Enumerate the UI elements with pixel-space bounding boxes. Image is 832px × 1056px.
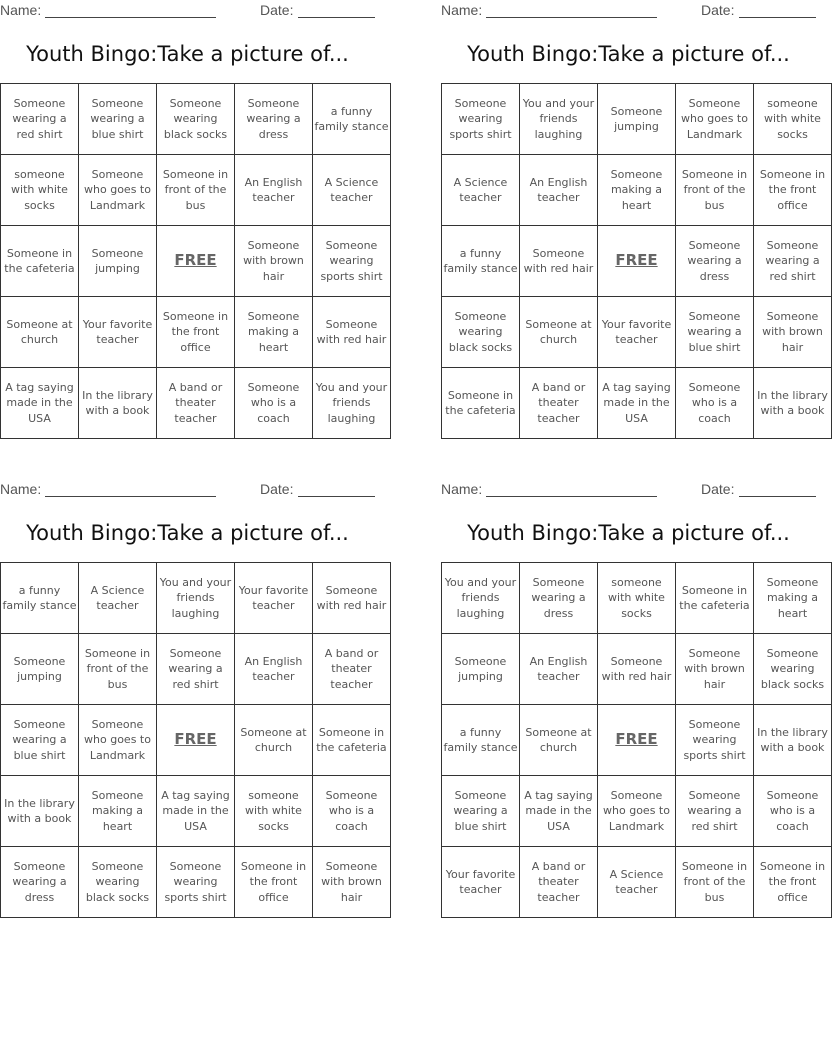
free-space: FREE	[598, 705, 676, 776]
bingo-cell: someone with white socks	[235, 776, 313, 847]
bingo-cell: You and your friends laughing	[442, 563, 520, 634]
bingo-cell: Someone making a heart	[598, 155, 676, 226]
bingo-row	[442, 847, 832, 918]
bingo-cell: Someone with brown hair	[235, 226, 313, 297]
bingo-cell: Someone wearing sports shirt	[442, 84, 520, 155]
bingo-cell: Someone wearing sports shirt	[313, 226, 391, 297]
bingo-cell: In the library with a book	[79, 368, 157, 439]
bingo-cell: Someone who is a coach	[676, 368, 754, 439]
bingo-row	[442, 563, 832, 634]
bingo-cell: Someone in the cafeteria	[442, 368, 520, 439]
bingo-cell: Someone wearing black socks	[754, 634, 832, 705]
bingo-cell: Someone who goes to Landmark	[79, 705, 157, 776]
bingo-cell: An English teacher	[520, 634, 598, 705]
bingo-cell: Someone wearing sports shirt	[157, 847, 235, 918]
bingo-cell: An English teacher	[235, 634, 313, 705]
bingo-cell: An English teacher	[235, 155, 313, 226]
date-blank-line[interactable]	[298, 496, 375, 497]
date-label: Date:	[260, 2, 294, 18]
name-label: Name:	[441, 2, 483, 18]
bingo-cell: Someone wearing a dress	[520, 563, 598, 634]
date-label: Date:	[701, 481, 735, 497]
bingo-cell: Someone wearing a blue shirt	[1, 705, 79, 776]
bingo-cell: a funny family stance	[1, 563, 79, 634]
bingo-cell: You and your friends laughing	[520, 84, 598, 155]
bingo-cell: Someone with red hair	[520, 226, 598, 297]
bingo-cell: Someone in front of the bus	[79, 634, 157, 705]
bingo-cell: Someone with red hair	[313, 297, 391, 368]
bingo-cell: Someone jumping	[79, 226, 157, 297]
bingo-cell: a funny family stance	[442, 705, 520, 776]
bingo-row	[1, 226, 391, 297]
bingo-card	[0, 479, 387, 919]
bingo-cell: Someone wearing black socks	[79, 847, 157, 918]
bingo-row	[1, 84, 391, 155]
date-label: Date:	[701, 2, 735, 18]
bingo-cell: Someone wearing a dress	[676, 226, 754, 297]
bingo-cell: A tag saying made in the USA	[520, 776, 598, 847]
bingo-cell: Someone in front of the bus	[157, 155, 235, 226]
bingo-cell: Someone with red hair	[313, 563, 391, 634]
name-label: Name:	[441, 481, 483, 497]
bingo-cell: Someone wearing a red shirt	[676, 776, 754, 847]
bingo-row	[1, 155, 391, 226]
bingo-cell: Someone jumping	[442, 634, 520, 705]
bingo-row	[1, 705, 391, 776]
bingo-row	[1, 563, 391, 634]
bingo-cell: Someone who goes to Landmark	[676, 84, 754, 155]
free-space: FREE	[157, 705, 235, 776]
bingo-cell: Someone with red hair	[598, 634, 676, 705]
bingo-cell: Someone at church	[520, 705, 598, 776]
date-label: Date:	[260, 481, 294, 497]
bingo-row	[442, 297, 832, 368]
bingo-row	[442, 155, 832, 226]
bingo-cell: In the library with a book	[1, 776, 79, 847]
bingo-cell: Someone wearing a red shirt	[754, 226, 832, 297]
bingo-cell: A tag saying made in the USA	[1, 368, 79, 439]
bingo-cell: Someone with brown hair	[313, 847, 391, 918]
date-blank-line[interactable]	[739, 496, 816, 497]
bingo-grid	[441, 562, 832, 918]
bingo-row	[442, 776, 832, 847]
bingo-card	[0, 0, 389, 440]
card-title: Youth Bingo:Take a picture of...	[467, 521, 790, 545]
bingo-cell: A Science teacher	[442, 155, 520, 226]
bingo-cell: Someone in the front office	[235, 847, 313, 918]
date-blank-line[interactable]	[739, 17, 816, 18]
card-title: Youth Bingo:Take a picture of...	[26, 42, 349, 66]
bingo-row	[442, 84, 832, 155]
bingo-cell: a funny family stance	[442, 226, 520, 297]
bingo-cell: A band or theater teacher	[157, 368, 235, 439]
bingo-cell: Someone wearing a red shirt	[157, 634, 235, 705]
name-blank-line[interactable]	[486, 496, 657, 497]
bingo-row	[1, 847, 391, 918]
bingo-cell: Someone in the front office	[754, 847, 832, 918]
bingo-cell: someone with white socks	[754, 84, 832, 155]
bingo-grid	[441, 83, 832, 439]
bingo-cell: You and your friends laughing	[157, 563, 235, 634]
bingo-row	[1, 297, 391, 368]
bingo-cell: Someone wearing a red shirt	[1, 84, 79, 155]
bingo-cell: A tag saying made in the USA	[157, 776, 235, 847]
bingo-cell: Your favorite teacher	[442, 847, 520, 918]
bingo-cell: Someone in the cafeteria	[676, 563, 754, 634]
bingo-cell: Someone at church	[520, 297, 598, 368]
bingo-cell: Someone in front of the bus	[676, 847, 754, 918]
bingo-cell: You and your friends laughing	[313, 368, 391, 439]
card-header	[441, 2, 816, 20]
name-blank-line[interactable]	[45, 17, 216, 18]
bingo-row	[1, 776, 391, 847]
bingo-row	[442, 226, 832, 297]
free-space: FREE	[598, 226, 676, 297]
bingo-cell: In the library with a book	[754, 368, 832, 439]
bingo-row	[1, 634, 391, 705]
date-blank-line[interactable]	[298, 17, 375, 18]
bingo-cell: Someone who goes to Landmark	[79, 155, 157, 226]
bingo-row	[442, 368, 832, 439]
bingo-cell: Someone wearing a dress	[235, 84, 313, 155]
card-header	[0, 481, 375, 499]
bingo-cell: Someone making a heart	[79, 776, 157, 847]
name-label: Name:	[0, 2, 42, 18]
bingo-cell: Someone wearing a blue shirt	[79, 84, 157, 155]
bingo-cell: Someone at church	[235, 705, 313, 776]
bingo-cell: Someone in the cafeteria	[313, 705, 391, 776]
bingo-cell: A tag saying made in the USA	[598, 368, 676, 439]
bingo-cell: Someone with brown hair	[676, 634, 754, 705]
bingo-cell: Someone who goes to Landmark	[598, 776, 676, 847]
bingo-cell: Someone wearing black socks	[442, 297, 520, 368]
bingo-cell: Someone who is a coach	[754, 776, 832, 847]
bingo-cell: Your favorite teacher	[598, 297, 676, 368]
bingo-cell: Someone jumping	[1, 634, 79, 705]
bingo-cell: someone with white socks	[1, 155, 79, 226]
bingo-cell: Someone jumping	[598, 84, 676, 155]
bingo-cell: Someone wearing sports shirt	[676, 705, 754, 776]
bingo-cell: Someone in the cafeteria	[1, 226, 79, 297]
name-blank-line[interactable]	[486, 17, 657, 18]
bingo-cell: Someone making a heart	[235, 297, 313, 368]
bingo-cell: Your favorite teacher	[79, 297, 157, 368]
bingo-cell: Someone making a heart	[754, 563, 832, 634]
bingo-cell: Someone in the front office	[754, 155, 832, 226]
free-space: FREE	[157, 226, 235, 297]
bingo-cell: A band or theater teacher	[520, 847, 598, 918]
card-title: Youth Bingo:Take a picture of...	[467, 42, 790, 66]
card-header	[0, 2, 375, 20]
card-header	[441, 481, 816, 499]
bingo-cell: Someone who is a coach	[313, 776, 391, 847]
name-blank-line[interactable]	[45, 496, 216, 497]
bingo-cell: Someone wearing a blue shirt	[676, 297, 754, 368]
bingo-row	[1, 368, 391, 439]
bingo-row	[442, 705, 832, 776]
bingo-cell: a funny family stance	[313, 84, 391, 155]
bingo-cell: A Science teacher	[79, 563, 157, 634]
bingo-row	[442, 634, 832, 705]
name-label: Name:	[0, 481, 42, 497]
bingo-cell: Someone wearing a dress	[1, 847, 79, 918]
bingo-cell: A band or theater teacher	[520, 368, 598, 439]
bingo-cell: Someone in front of the bus	[676, 155, 754, 226]
bingo-cell: Someone wearing black socks	[157, 84, 235, 155]
bingo-cell: A Science teacher	[313, 155, 391, 226]
bingo-cell: Someone at church	[1, 297, 79, 368]
bingo-cell: Someone who is a coach	[235, 368, 313, 439]
bingo-cell: A band or theater teacher	[313, 634, 391, 705]
bingo-cell: Someone in the front office	[157, 297, 235, 368]
bingo-card	[441, 0, 828, 440]
bingo-cell: Someone wearing a blue shirt	[442, 776, 520, 847]
bingo-cell: In the library with a book	[754, 705, 832, 776]
card-title: Youth Bingo:Take a picture of...	[26, 521, 349, 545]
bingo-cell: An English teacher	[520, 155, 598, 226]
bingo-grid	[0, 562, 391, 918]
bingo-card	[441, 479, 828, 919]
bingo-cell: A Science teacher	[598, 847, 676, 918]
bingo-cell: someone with white socks	[598, 563, 676, 634]
bingo-cell: Your favorite teacher	[235, 563, 313, 634]
bingo-grid	[0, 83, 391, 439]
bingo-cell: Someone with brown hair	[754, 297, 832, 368]
